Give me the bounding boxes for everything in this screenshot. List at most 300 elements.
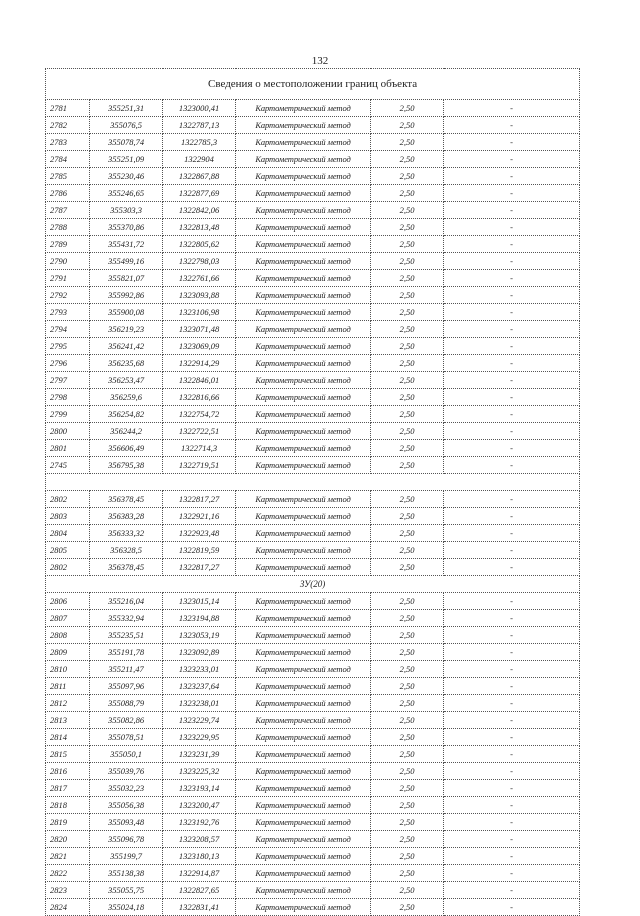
coord-x-cell: 356259,6 — [90, 389, 163, 406]
table-row — [46, 389, 580, 406]
table-row — [46, 627, 580, 644]
method-cell: Картометрический метод — [236, 695, 371, 712]
method-cell: Картометрический метод — [236, 372, 371, 389]
accuracy-cell: 2,50 — [371, 746, 444, 763]
accuracy-cell: 2,50 — [371, 185, 444, 202]
method-cell: Картометрический метод — [236, 338, 371, 355]
coord-x-cell: 356606,49 — [90, 440, 163, 457]
note-cell: - — [444, 185, 580, 202]
point-id-cell: 2804 — [46, 525, 90, 542]
method-cell: Картометрический метод — [236, 151, 371, 168]
note-cell: - — [444, 899, 580, 916]
coord-y-cell: 1323238,01 — [163, 695, 236, 712]
coord-y-cell: 1323015,14 — [163, 593, 236, 610]
point-id-cell: 2823 — [46, 882, 90, 899]
coord-y-cell: 1322831,41 — [163, 899, 236, 916]
table-row — [46, 304, 580, 321]
method-cell: Картометрический метод — [236, 746, 371, 763]
method-cell: Картометрический метод — [236, 219, 371, 236]
coord-y-cell: 1322914,29 — [163, 355, 236, 372]
coord-y-cell: 1323208,57 — [163, 831, 236, 848]
coord-x-cell: 355076,5 — [90, 117, 163, 134]
coord-x-cell: 356235,68 — [90, 355, 163, 372]
accuracy-cell: 2,50 — [371, 236, 444, 253]
note-cell: - — [444, 814, 580, 831]
note-cell: - — [444, 627, 580, 644]
note-cell: - — [444, 610, 580, 627]
coord-x-cell: 355032,23 — [90, 780, 163, 797]
table-row — [46, 134, 580, 151]
method-cell: Картометрический метод — [236, 202, 371, 219]
boundary-coordinates-table — [45, 68, 580, 916]
accuracy-cell: 2,50 — [371, 406, 444, 423]
accuracy-cell: 2,50 — [371, 678, 444, 695]
accuracy-cell: 2,50 — [371, 848, 444, 865]
coord-y-cell: 1322819,59 — [163, 542, 236, 559]
coord-y-cell: 1323229,95 — [163, 729, 236, 746]
table-row — [46, 848, 580, 865]
coord-y-cell: 1323200,47 — [163, 797, 236, 814]
table-row — [46, 644, 580, 661]
point-id-cell: 2800 — [46, 423, 90, 440]
accuracy-cell: 2,50 — [371, 865, 444, 882]
coord-y-cell: 1322923,48 — [163, 525, 236, 542]
point-id-cell: 2809 — [46, 644, 90, 661]
table-row — [46, 117, 580, 134]
accuracy-cell: 2,50 — [371, 355, 444, 372]
coord-y-cell: 1323192,76 — [163, 814, 236, 831]
point-id-cell: 2805 — [46, 542, 90, 559]
point-id-cell: 2789 — [46, 236, 90, 253]
table-row — [46, 712, 580, 729]
point-id-cell: 2814 — [46, 729, 90, 746]
note-cell: - — [444, 780, 580, 797]
coord-y-cell: 1322813,48 — [163, 219, 236, 236]
point-id-cell: 2781 — [46, 100, 90, 117]
method-cell: Картометрический метод — [236, 712, 371, 729]
point-id-cell: 2799 — [46, 406, 90, 423]
table-row — [46, 899, 580, 916]
method-cell: Картометрический метод — [236, 508, 371, 525]
accuracy-cell: 2,50 — [371, 644, 444, 661]
note-cell: - — [444, 253, 580, 270]
note-cell: - — [444, 423, 580, 440]
method-cell: Картометрический метод — [236, 406, 371, 423]
table-row — [46, 559, 580, 576]
spacer-cell — [46, 474, 580, 491]
method-cell: Картометрический метод — [236, 831, 371, 848]
accuracy-cell: 2,50 — [371, 440, 444, 457]
point-id-cell: 2745 — [46, 457, 90, 474]
coord-x-cell: 355088,79 — [90, 695, 163, 712]
coord-x-cell: 355050,1 — [90, 746, 163, 763]
coord-y-cell: 1322817,27 — [163, 491, 236, 508]
coord-y-cell: 1322877,69 — [163, 185, 236, 202]
coord-x-cell: 355191,78 — [90, 644, 163, 661]
method-cell: Картометрический метод — [236, 797, 371, 814]
coord-x-cell: 355821,07 — [90, 270, 163, 287]
note-cell: - — [444, 304, 580, 321]
coord-x-cell: 356383,28 — [90, 508, 163, 525]
accuracy-cell: 2,50 — [371, 253, 444, 270]
note-cell: - — [444, 542, 580, 559]
coord-y-cell: 1322842,06 — [163, 202, 236, 219]
coord-y-cell: 1322714,3 — [163, 440, 236, 457]
method-cell: Картометрический метод — [236, 491, 371, 508]
note-cell: - — [444, 219, 580, 236]
method-cell: Картометрический метод — [236, 389, 371, 406]
coord-x-cell: 355303,3 — [90, 202, 163, 219]
point-id-cell: 2802 — [46, 491, 90, 508]
note-cell: - — [444, 134, 580, 151]
accuracy-cell: 2,50 — [371, 151, 444, 168]
note-cell: - — [444, 695, 580, 712]
coord-x-cell: 355230,46 — [90, 168, 163, 185]
point-id-cell: 2803 — [46, 508, 90, 525]
method-cell: Картометрический метод — [236, 423, 371, 440]
method-cell: Картометрический метод — [236, 185, 371, 202]
method-cell: Картометрический метод — [236, 882, 371, 899]
note-cell: - — [444, 406, 580, 423]
method-cell: Картометрический метод — [236, 117, 371, 134]
point-id-cell: 2787 — [46, 202, 90, 219]
coord-y-cell: 1322817,27 — [163, 559, 236, 576]
accuracy-cell: 2,50 — [371, 542, 444, 559]
table-row — [46, 831, 580, 848]
coord-x-cell: 355431,72 — [90, 236, 163, 253]
table-row — [46, 542, 580, 559]
coord-y-cell: 1322754,72 — [163, 406, 236, 423]
point-id-cell: 2820 — [46, 831, 90, 848]
table-row — [46, 763, 580, 780]
table-row — [46, 678, 580, 695]
coord-y-cell: 1323053,19 — [163, 627, 236, 644]
coord-x-cell: 356378,45 — [90, 491, 163, 508]
point-id-cell: 2801 — [46, 440, 90, 457]
note-cell: - — [444, 236, 580, 253]
table-row — [46, 508, 580, 525]
coord-x-cell: 356241,42 — [90, 338, 163, 355]
accuracy-cell: 2,50 — [371, 287, 444, 304]
point-id-cell: 2796 — [46, 355, 90, 372]
note-cell: - — [444, 117, 580, 134]
point-id-cell: 2811 — [46, 678, 90, 695]
method-cell: Картометрический метод — [236, 134, 371, 151]
coord-y-cell: 1323069,09 — [163, 338, 236, 355]
method-cell: Картометрический метод — [236, 270, 371, 287]
note-cell: - — [444, 270, 580, 287]
coord-y-cell: 1323093,88 — [163, 287, 236, 304]
accuracy-cell: 2,50 — [371, 882, 444, 899]
coord-x-cell: 355499,16 — [90, 253, 163, 270]
note-cell: - — [444, 338, 580, 355]
method-cell: Картометрический метод — [236, 593, 371, 610]
table-title: Сведения о местоположении границ объекта — [46, 69, 580, 100]
coord-y-cell: 1322921,16 — [163, 508, 236, 525]
point-id-cell: 2793 — [46, 304, 90, 321]
coord-y-cell: 1323180,13 — [163, 848, 236, 865]
method-cell: Картометрический метод — [236, 661, 371, 678]
coord-x-cell: 355078,74 — [90, 134, 163, 151]
note-cell: - — [444, 372, 580, 389]
method-cell: Картометрический метод — [236, 287, 371, 304]
accuracy-cell: 2,50 — [371, 457, 444, 474]
coord-y-cell: 1322719,51 — [163, 457, 236, 474]
coord-y-cell: 1322846,01 — [163, 372, 236, 389]
note-cell: - — [444, 848, 580, 865]
note-cell: - — [444, 865, 580, 882]
table-row — [46, 100, 580, 117]
coord-x-cell: 355078,51 — [90, 729, 163, 746]
point-id-cell: 2783 — [46, 134, 90, 151]
note-cell: - — [444, 593, 580, 610]
method-cell: Картометрический метод — [236, 678, 371, 695]
accuracy-cell: 2,50 — [371, 423, 444, 440]
coord-x-cell: 355024,18 — [90, 899, 163, 916]
coord-y-cell: 1323225,32 — [163, 763, 236, 780]
accuracy-cell: 2,50 — [371, 304, 444, 321]
note-cell: - — [444, 763, 580, 780]
coord-x-cell: 355039,76 — [90, 763, 163, 780]
table-row — [46, 661, 580, 678]
accuracy-cell: 2,50 — [371, 491, 444, 508]
coord-y-cell: 1322761,66 — [163, 270, 236, 287]
accuracy-cell: 2,50 — [371, 202, 444, 219]
accuracy-cell: 2,50 — [371, 695, 444, 712]
method-cell: Картометрический метод — [236, 899, 371, 916]
point-id-cell: 2819 — [46, 814, 90, 831]
coord-y-cell: 1323233,01 — [163, 661, 236, 678]
point-id-cell: 2824 — [46, 899, 90, 916]
note-cell: - — [444, 389, 580, 406]
note-cell: - — [444, 661, 580, 678]
coord-x-cell: 355138,38 — [90, 865, 163, 882]
section-row — [46, 576, 580, 593]
coord-x-cell: 355216,04 — [90, 593, 163, 610]
note-cell: - — [444, 202, 580, 219]
table-row — [46, 593, 580, 610]
method-cell: Картометрический метод — [236, 865, 371, 882]
accuracy-cell: 2,50 — [371, 338, 444, 355]
table-row — [46, 168, 580, 185]
table-row — [46, 185, 580, 202]
coord-x-cell: 355211,47 — [90, 661, 163, 678]
table-row — [46, 270, 580, 287]
accuracy-cell: 2,50 — [371, 117, 444, 134]
point-id-cell: 2790 — [46, 253, 90, 270]
method-cell: Картометрический метод — [236, 763, 371, 780]
point-id-cell: 2797 — [46, 372, 90, 389]
coord-x-cell: 355056,38 — [90, 797, 163, 814]
table-title-row — [46, 69, 580, 100]
coord-y-cell: 1322914,87 — [163, 865, 236, 882]
table-row — [46, 491, 580, 508]
accuracy-cell: 2,50 — [371, 661, 444, 678]
accuracy-cell: 2,50 — [371, 814, 444, 831]
note-cell: - — [444, 100, 580, 117]
method-cell: Картометрический метод — [236, 814, 371, 831]
coord-y-cell: 1323106,98 — [163, 304, 236, 321]
method-cell: Картометрический метод — [236, 440, 371, 457]
coord-x-cell: 356795,38 — [90, 457, 163, 474]
table-row — [46, 780, 580, 797]
note-cell: - — [444, 729, 580, 746]
point-id-cell: 2795 — [46, 338, 90, 355]
point-id-cell: 2818 — [46, 797, 90, 814]
accuracy-cell: 2,50 — [371, 525, 444, 542]
coord-y-cell: 1323071,48 — [163, 321, 236, 338]
page-number: 132 — [311, 55, 329, 67]
coord-x-cell: 355093,48 — [90, 814, 163, 831]
method-cell: Картометрический метод — [236, 253, 371, 270]
accuracy-cell: 2,50 — [371, 610, 444, 627]
note-cell: - — [444, 151, 580, 168]
point-id-cell: 2813 — [46, 712, 90, 729]
coord-y-cell: 1322805,62 — [163, 236, 236, 253]
note-cell: - — [444, 746, 580, 763]
method-cell: Картометрический метод — [236, 610, 371, 627]
table-row — [46, 287, 580, 304]
table-row — [46, 814, 580, 831]
accuracy-cell: 2,50 — [371, 559, 444, 576]
coord-x-cell: 355097,96 — [90, 678, 163, 695]
coord-y-cell: 1323229,74 — [163, 712, 236, 729]
note-cell: - — [444, 457, 580, 474]
point-id-cell: 2794 — [46, 321, 90, 338]
accuracy-cell: 2,50 — [371, 593, 444, 610]
method-cell: Картометрический метод — [236, 780, 371, 797]
coord-y-cell: 1322785,3 — [163, 134, 236, 151]
accuracy-cell: 2,50 — [371, 712, 444, 729]
point-id-cell: 2792 — [46, 287, 90, 304]
accuracy-cell: 2,50 — [371, 797, 444, 814]
table-row — [46, 865, 580, 882]
method-cell: Картометрический метод — [236, 457, 371, 474]
method-cell: Картометрический метод — [236, 525, 371, 542]
coord-y-cell: 1322827,65 — [163, 882, 236, 899]
coord-x-cell: 355055,75 — [90, 882, 163, 899]
point-id-cell: 2817 — [46, 780, 90, 797]
note-cell: - — [444, 508, 580, 525]
coord-x-cell: 356219,23 — [90, 321, 163, 338]
note-cell: - — [444, 797, 580, 814]
coord-x-cell: 355199,7 — [90, 848, 163, 865]
table-row — [46, 746, 580, 763]
method-cell: Картометрический метод — [236, 168, 371, 185]
coord-x-cell: 356244,2 — [90, 423, 163, 440]
accuracy-cell: 2,50 — [371, 321, 444, 338]
coord-x-cell: 355246,65 — [90, 185, 163, 202]
note-cell: - — [444, 644, 580, 661]
section-label: ЗУ(20) — [46, 576, 580, 593]
point-id-cell: 2815 — [46, 746, 90, 763]
point-id-cell: 2785 — [46, 168, 90, 185]
accuracy-cell: 2,50 — [371, 219, 444, 236]
coord-x-cell: 356328,5 — [90, 542, 163, 559]
table-row — [46, 457, 580, 474]
method-cell: Картометрический метод — [236, 321, 371, 338]
point-id-cell: 2788 — [46, 219, 90, 236]
coord-x-cell: 356253,47 — [90, 372, 163, 389]
method-cell: Картометрический метод — [236, 236, 371, 253]
table-row — [46, 372, 580, 389]
accuracy-cell: 2,50 — [371, 134, 444, 151]
method-cell: Картометрический метод — [236, 559, 371, 576]
method-cell: Картометрический метод — [236, 355, 371, 372]
point-id-cell: 2802 — [46, 559, 90, 576]
method-cell: Картометрический метод — [236, 848, 371, 865]
table-row — [46, 610, 580, 627]
point-id-cell: 2821 — [46, 848, 90, 865]
accuracy-cell: 2,50 — [371, 168, 444, 185]
note-cell: - — [444, 712, 580, 729]
accuracy-cell: 2,50 — [371, 270, 444, 287]
method-cell: Картометрический метод — [236, 644, 371, 661]
coord-y-cell: 1323237,64 — [163, 678, 236, 695]
point-id-cell: 2791 — [46, 270, 90, 287]
note-cell: - — [444, 559, 580, 576]
coord-y-cell: 1322867,88 — [163, 168, 236, 185]
coord-x-cell: 356254,82 — [90, 406, 163, 423]
point-id-cell: 2784 — [46, 151, 90, 168]
table-row — [46, 253, 580, 270]
table-row — [46, 202, 580, 219]
table-row — [46, 525, 580, 542]
coord-x-cell: 355235,51 — [90, 627, 163, 644]
accuracy-cell: 2,50 — [371, 780, 444, 797]
coord-x-cell: 355251,31 — [90, 100, 163, 117]
table-row — [46, 423, 580, 440]
table-row — [46, 151, 580, 168]
coord-x-cell: 355370,86 — [90, 219, 163, 236]
table-row — [46, 236, 580, 253]
coord-y-cell: 1322904 — [163, 151, 236, 168]
accuracy-cell: 2,50 — [371, 763, 444, 780]
accuracy-cell: 2,50 — [371, 100, 444, 117]
point-id-cell: 2798 — [46, 389, 90, 406]
note-cell: - — [444, 355, 580, 372]
coord-y-cell: 1323092,89 — [163, 644, 236, 661]
table-row — [46, 338, 580, 355]
accuracy-cell: 2,50 — [371, 627, 444, 644]
table-row — [46, 695, 580, 712]
coord-y-cell: 1322722,51 — [163, 423, 236, 440]
coord-x-cell: 355082,86 — [90, 712, 163, 729]
note-cell: - — [444, 440, 580, 457]
coord-x-cell: 355332,94 — [90, 610, 163, 627]
method-cell: Картометрический метод — [236, 627, 371, 644]
method-cell: Картометрический метод — [236, 729, 371, 746]
note-cell: - — [444, 168, 580, 185]
table-row — [46, 406, 580, 423]
note-cell: - — [444, 831, 580, 848]
point-id-cell: 2812 — [46, 695, 90, 712]
point-id-cell: 2810 — [46, 661, 90, 678]
accuracy-cell: 2,50 — [371, 831, 444, 848]
coord-x-cell: 355251,09 — [90, 151, 163, 168]
coord-x-cell: 355096,78 — [90, 831, 163, 848]
note-cell: - — [444, 882, 580, 899]
coord-y-cell: 1323193,14 — [163, 780, 236, 797]
note-cell: - — [444, 678, 580, 695]
point-id-cell: 2782 — [46, 117, 90, 134]
accuracy-cell: 2,50 — [371, 508, 444, 525]
coord-x-cell: 356378,45 — [90, 559, 163, 576]
accuracy-cell: 2,50 — [371, 372, 444, 389]
accuracy-cell: 2,50 — [371, 389, 444, 406]
point-id-cell: 2822 — [46, 865, 90, 882]
note-cell: - — [444, 287, 580, 304]
